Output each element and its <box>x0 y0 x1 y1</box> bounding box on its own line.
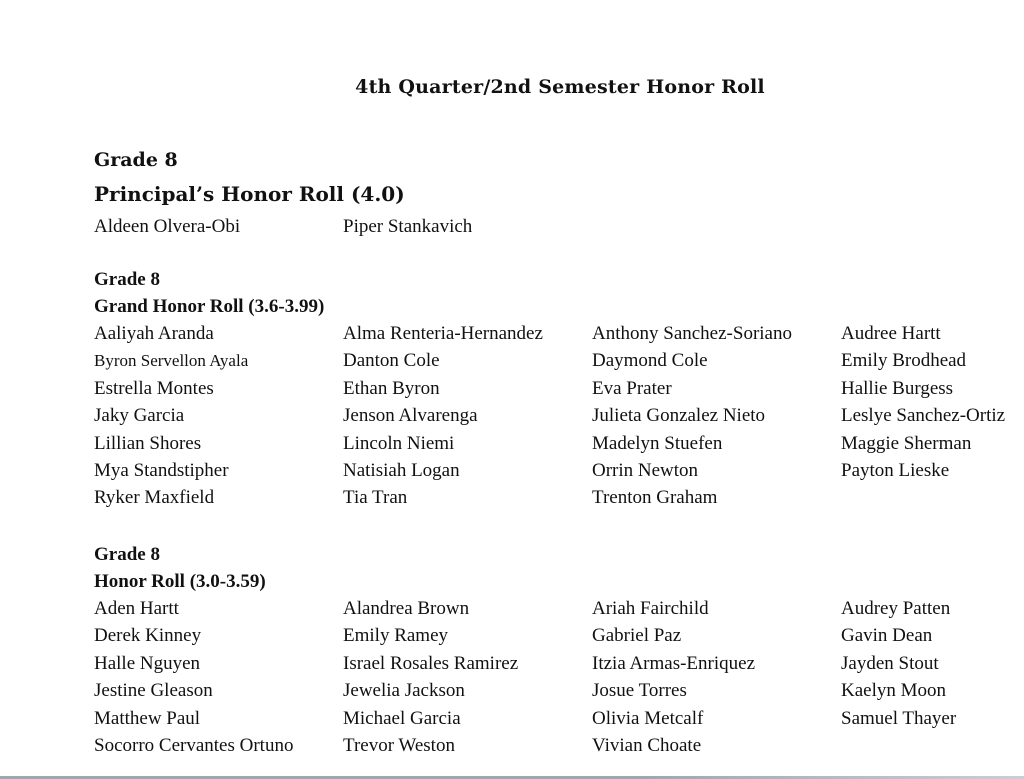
grade-heading: Grade 8 <box>94 269 160 290</box>
student-name: Socorro Cervantes Ortuno <box>94 734 294 756</box>
student-name: Maggie Sherman <box>841 432 972 454</box>
student-name: Eva Prater <box>592 377 672 399</box>
student-name: Lillian Shores <box>94 432 202 454</box>
student-name: Derek Kinney <box>94 625 202 647</box>
student-name: Jaky Garcia <box>94 405 185 427</box>
student-name: Jayden Stout <box>841 652 939 674</box>
student-name: Jewelia Jackson <box>343 680 465 702</box>
student-name: Tia Tran <box>343 487 408 509</box>
student-name: Jestine Gleason <box>94 680 213 702</box>
student-name: Gavin Dean <box>841 625 933 647</box>
student-name: Madelyn Stuefen <box>592 432 723 454</box>
student-name: Aaliyah Aranda <box>94 323 214 344</box>
student-name: Payton Lieske <box>841 459 950 481</box>
student-name: Anthony Sanchez-Soriano <box>592 323 792 344</box>
grade-heading: Grade 8 <box>94 544 160 565</box>
student-name: Matthew Paul <box>94 707 201 729</box>
student-name: Ethan Byron <box>343 377 440 399</box>
student-name: Vivian Choate <box>592 734 702 756</box>
student-name: Lincoln Niemi <box>343 432 455 454</box>
roll-title: Honor Roll (3.0-3.59) <box>94 571 266 592</box>
student-name: Audrey Patten <box>841 598 951 619</box>
student-name: Ariah Fairchild <box>592 598 709 619</box>
student-name: Aden Hartt <box>94 598 179 619</box>
student-name: Danton Cole <box>343 350 440 372</box>
principals-honor-roll-section <box>94 145 1024 240</box>
names-grid <box>94 320 1024 512</box>
honor-roll-section <box>94 541 1024 759</box>
student-name: Trevor Weston <box>343 734 455 756</box>
student-name: Byron Servellon Ayala <box>94 351 249 371</box>
student-name: Michael Garcia <box>343 707 461 729</box>
student-name: Josue Torres <box>592 680 687 702</box>
student-name: Alandrea Brown <box>343 598 470 619</box>
student-name: Gabriel Paz <box>592 625 682 647</box>
roll-title: Principal’s Honor Roll (4.0) <box>94 182 405 206</box>
student-name: Piper Stankavich <box>343 216 473 237</box>
student-name: Orrin Newton <box>592 459 699 481</box>
student-name: Alma Renteria-Hernandez <box>343 323 543 344</box>
grade-heading: Grade 8 <box>94 149 178 171</box>
student-name: Julieta Gonzalez Nieto <box>592 405 766 427</box>
student-name: Samuel Thayer <box>841 707 957 729</box>
student-name: Olivia Metcalf <box>592 707 704 729</box>
student-name: Natisiah Logan <box>343 459 460 481</box>
student-name: Jenson Alvarenga <box>343 405 478 427</box>
student-name: Halle Nguyen <box>94 652 201 674</box>
student-name: Israel Rosales Ramirez <box>343 652 519 674</box>
roll-title: Grand Honor Roll (3.6-3.99) <box>94 296 325 317</box>
grand-honor-roll-section <box>94 266 1024 512</box>
student-name: Itzia Armas-Enriquez <box>592 652 756 674</box>
student-name: Mya Standstipher <box>94 459 229 481</box>
student-name: Trenton Graham <box>592 487 718 509</box>
student-name: Hallie Burgess <box>841 377 954 399</box>
student-name: Estrella Montes <box>94 377 214 399</box>
document-title: 4th Quarter/2nd Semester Honor Roll <box>355 76 765 98</box>
student-name: Daymond Cole <box>592 350 708 372</box>
student-name: Leslye Sanchez-Ortiz <box>841 405 1006 427</box>
student-name: Kaelyn Moon <box>841 680 947 702</box>
student-name: Emily Ramey <box>343 625 449 647</box>
names-grid <box>94 595 1024 759</box>
student-name: Audree Hartt <box>841 323 941 344</box>
names-grid <box>94 213 1024 240</box>
student-name: Ryker Maxfield <box>94 487 215 509</box>
student-name: Aldeen Olvera-Obi <box>94 216 241 237</box>
student-name: Emily Brodhead <box>841 350 967 372</box>
